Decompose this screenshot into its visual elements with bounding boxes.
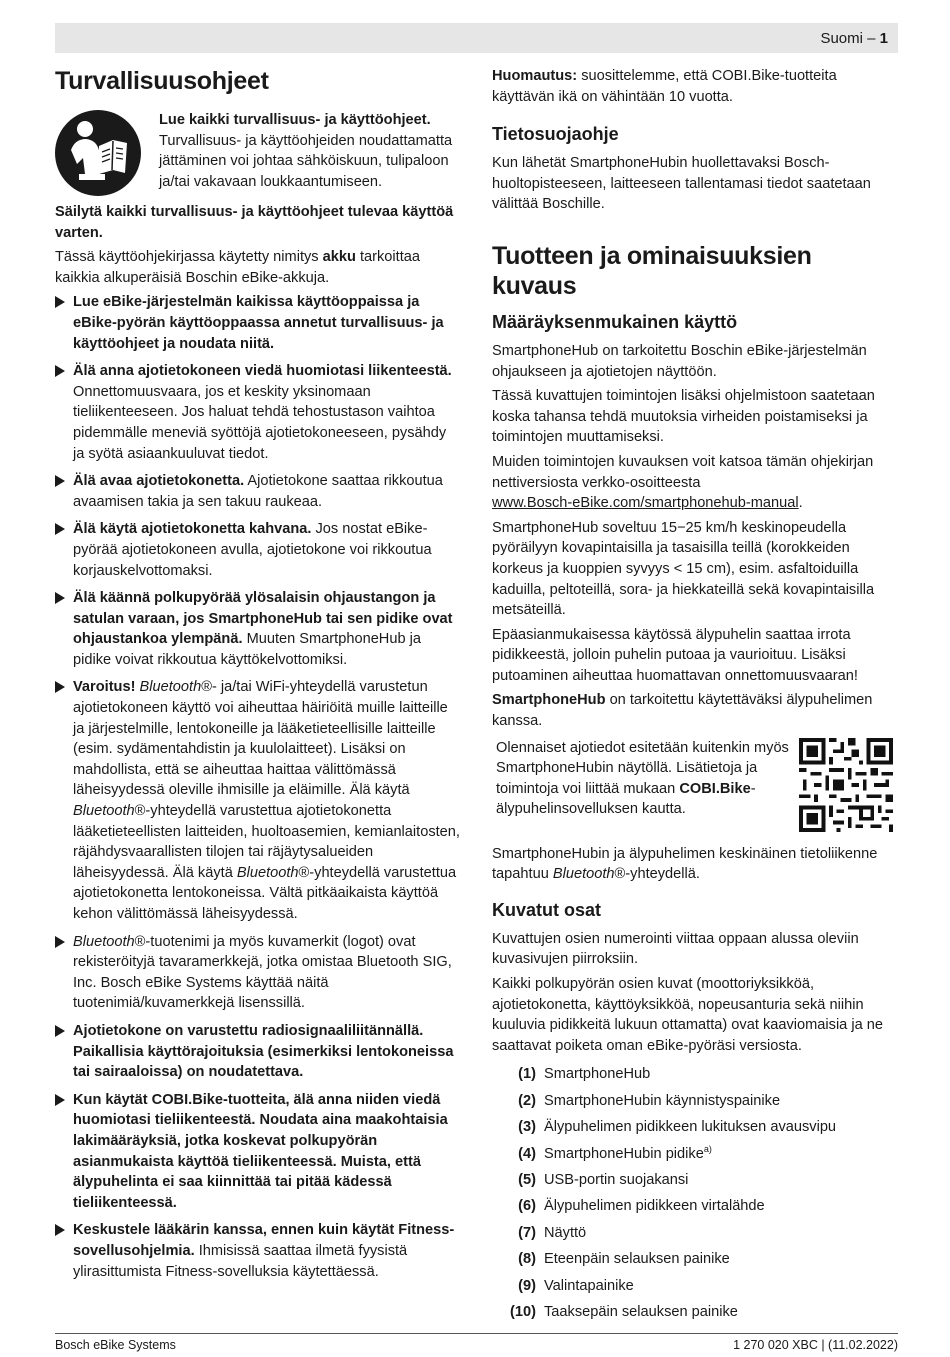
part-label: Taaksepäin selauksen painike	[544, 1303, 738, 1320]
safety-title: Turvallisuusohjeet	[55, 67, 269, 95]
bullet-triangle-icon	[55, 296, 65, 308]
safety-bullet-9: Kun käytät COBI.Bike-tuotteita, älä anna niiden viedä huomiotasi tieliikenteestä. Noudata aina maakohtaisia lakimääräyksiä, jotka koskevat polkupyörän asianmukaista käyttöä tieliikenteessä. Muista, että älypuhelinta ei saa kiinnittää tai pitää kädessä tieliikenteessä.	[55, 1090, 460, 1214]
part-label: Valintapainike	[544, 1277, 634, 1294]
parts-heading: Kuvatut osat	[492, 899, 602, 920]
parts-list-item	[492, 1170, 897, 1196]
intro-bold: Lue kaikki turvallisuus- ja käyttöohjeet.	[159, 112, 431, 128]
part-label: SmartphoneHub	[544, 1066, 651, 1083]
part-number: (10)	[510, 1303, 536, 1320]
parts-list-item	[492, 1249, 897, 1275]
page-number: 1	[879, 30, 888, 47]
part-label: Älypuhelimen pidikkeen virtalähde	[544, 1198, 765, 1215]
parts-list-item	[492, 1276, 897, 1302]
part-number: (9)	[518, 1277, 536, 1294]
bullet-triangle-icon	[55, 523, 65, 535]
safety-bullet-4: Älä käytä ajotietokonetta kahvana. Jos nostat eBike-pyörää ajotietokoneen avulla, ajotietokone voi rikkoutua korjauskelvottomaksi.	[55, 519, 460, 581]
part-number: (5)	[518, 1171, 536, 1188]
intro-text: Turvallisuus- ja käyttöohjeiden noudattamatta jättäminen voi johtaa sähköiskuun, tulipaloon ja/tai vakavaan loukkaantumiseen.	[159, 132, 453, 190]
header-language: Suomi –	[820, 30, 876, 47]
page-header-bar	[55, 23, 898, 53]
age-note: Huomautus: suosittelemme, että COBI.Bike-tuotteita käyttävän ikä on vähintään 10 vuotta.	[492, 68, 837, 105]
use-paragraph-6: SmartphoneHub on tarkoitettu käytettäväksi älypuhelimen kanssa.	[492, 692, 873, 730]
use-paragraph-5: Epäasianmukaisessa käytössä älypuhelin saattaa irrota pidikkeestä, jolloin puhelin putoaa ja vaurioituu. Lisäksi putoaminen aiheuttaa huomattavan onnettomuusvaaran!	[492, 626, 858, 684]
footer-divider	[55, 1333, 898, 1334]
part-label: USB-portin suojakansi	[544, 1171, 689, 1188]
safety-bullet-5: Älä käännä polkupyörää ylösalaisin ohjaustangon ja satulan varaan, jos SmartphoneHub tai sen pidike ovat ohjaustankoa ylempänä. Muuten SmartphoneHub ja pidike voivat rikkoutua käyttökelvottomiksi.	[55, 588, 460, 670]
safety-bullet-7: Bluetooth®-tuotenimi ja myös kuvamerkit (logot) ovat rekisteröityjä tavaramerkkejä, jotka omistaa Bluetooth SIG, Inc. Bosch eBike Systems käyttää näitä tuotenimiä/kuvamerkkejä lisenssillä.	[55, 932, 460, 1014]
part-label: Eteenpäin selauksen painike	[544, 1251, 730, 1268]
parts-list-item	[492, 1144, 897, 1170]
footer-company: Bosch eBike Systems	[55, 1338, 176, 1352]
safety-bullet-3: Älä avaa ajotietokonetta. Ajotietokone saattaa rikkoutua avaamisen takia ja sen takuu raukeaa.	[55, 471, 460, 512]
page-header	[820, 30, 888, 47]
bullet-triangle-icon	[55, 1025, 65, 1037]
safety-bullet-6: Varoitus! Bluetooth®- ja/tai WiFi-yhteydellä varustetun ajotietokoneen käyttö voi aiheuttaa häiriöitä muille laitteille ja järjestelmille, lentokoneille ja lääketieteellisille laitteille (esim. sydämentahdistin ja kuulolaitteet). Lisäksi on mahdollista, että se aiheuttaa haittaa välittömässä läheisyydessä oleville ihmisille ja eläimille. Älä käytä Bluetooth®-yhteydellä varustettua ajotietokonetta lääketieteellisten laitteiden, huoltoasemien, kemianlaitosten, räjähdysvaarallisten tilojen tai räjäytysalueiden läheisyydessä. Älä käytä Bluetooth®-yhteydellä varustettua ajotietokonetta lentokoneissa. Vältä pitkäaikaista käyttöä kehon välittömässä läheisyydessä.	[55, 677, 460, 924]
bullet-triangle-icon	[55, 1094, 65, 1106]
bullet-triangle-icon	[55, 681, 65, 693]
parts-list-item	[492, 1091, 897, 1117]
part-label: SmartphoneHubin käynnistyspainike	[544, 1092, 781, 1109]
parts-list-item	[492, 1064, 897, 1090]
part-number: (6)	[518, 1198, 536, 1215]
use-paragraph-2: Tässä kuvattujen toimintojen lisäksi ohjelmistoon saatetaan koska tahansa tehdä muutoksia virheiden poistamiseksi ja toimintojen muuttamiseksi.	[492, 388, 875, 446]
safety-bullet-8: Ajotietokone on varustettu radiosignaaliliitännällä. Paikallisia käyttörajoituksia (esimerkiksi lentokoneissa tai sairaaloissa) on noudatettava.	[55, 1021, 460, 1083]
use-paragraph-1: SmartphoneHub on tarkoitettu Boschin eBike-järjestelmän ohjaukseen ja ajotietojen näyttöön.	[492, 342, 867, 380]
use-paragraph-4: SmartphoneHub soveltuu 15−25 km/h keskinopeudella pyöräilyyn kovapintaisilla ja tasaisilla teillä (korokkeiden korkeus ja kuoppien syvyys < 15 cm), esim. asfaltoiduilla kaduilla, peltoteillä, sora- ja hiekkateillä sekä kovapintaisilla metsäteillä.	[492, 519, 875, 619]
parts-list-item	[492, 1117, 897, 1143]
cobi-qr-block	[492, 738, 897, 834]
part-number: (4)	[518, 1145, 536, 1162]
safety-bullet-10: Keskustele lääkärin kanssa, ennen kuin käytät Fitness-sovellusohjelmia. Ihmisissä saattaa ilmetä fyysistä ylirasittumista Fitness-sovelluksia käytettäessä.	[55, 1220, 460, 1282]
parts-paragraph-2: Kaikki polkupyörän osien kuvat (moottoriyksikköä, ajotietokonetta, käyttöyksikköä, nopeusanturia sekä niihin kuuluvia pidikkeitä lukuun ottamatta) ovat kaaviomaisia ja ne saattavat poiketa oman eBike-pyöräsi versiosta.	[492, 976, 884, 1054]
privacy-text: Kun lähetät SmartphoneHubin huollettavaksi Bosch-huoltopisteeseen, laitteeseen tallentamasi tiedot saatetaan välittää Boschille.	[492, 155, 871, 213]
bullet-triangle-icon	[55, 365, 65, 377]
akku-paragraph: Tässä käyttöohjekirjassa käytetty nimitys akku tarkoittaa kaikkia alkuperäisiä Boschin eBike-akkuja.	[55, 249, 421, 286]
communication-text: SmartphoneHubin ja älypuhelimen keskinäinen tietoliikenne tapahtuu Bluetooth®-yhteydellä.	[492, 845, 878, 883]
part-number: (3)	[518, 1119, 536, 1136]
section-title: Tuotteen ja ominaisuuksien kuvaus	[492, 241, 812, 300]
bullet-triangle-icon	[55, 936, 65, 948]
parts-list-item	[492, 1196, 897, 1222]
privacy-heading: Tietosuojaohje	[492, 124, 619, 145]
safety-bullet-2: Älä anna ajotietokoneen viedä huomiotasi liikenteestä. Onnettomuusvaara, jos et keskity yksinomaan tieliikenteeseen. Jos haluat tehdä tehostustason vaihtoa pidemmälle meneviä syöttöjä ajotietokoneeseen, pysähdy ja syötä asiaankuuluvat tiedot.	[55, 361, 460, 464]
part-footnote-marker: a)	[703, 1143, 712, 1154]
footer-doc-number: 1 270 020 XBC | (11.02.2022)	[733, 1338, 898, 1352]
qr-description: Olennaiset ajotiedot esitetään kuitenkin myös SmartphoneHubin näytöllä. Lisätietoja ja toimintoja voi liittää mukaan COBI.Bike-älypuhelinsovelluksen kautta.	[496, 739, 789, 818]
part-number: (2)	[518, 1092, 536, 1109]
bullet-triangle-icon	[55, 475, 65, 487]
left-column	[55, 66, 460, 1289]
parts-list-item	[492, 1223, 897, 1249]
manual-link[interactable]: www.Bosch-eBike.com/smartphonehub-manual	[492, 495, 799, 512]
part-label: Älypuhelimen pidikkeen lukituksen avausvipu	[544, 1119, 837, 1136]
part-number: (1)	[518, 1066, 536, 1083]
safety-intro	[55, 110, 460, 196]
qr-code-icon[interactable]	[799, 738, 893, 832]
read-manual-icon	[55, 110, 141, 196]
keep-instructions: Säilytä kaikki turvallisuus- ja käyttöohjeet tulevaa käyttöä varten.	[55, 204, 454, 241]
intended-use-heading: Määräyksenmukainen käyttö	[492, 311, 738, 332]
part-label: Näyttö	[544, 1224, 587, 1241]
part-number: (8)	[518, 1251, 536, 1268]
part-label: SmartphoneHubin pidike	[544, 1145, 704, 1162]
parts-list	[492, 1064, 897, 1328]
part-number: (7)	[518, 1224, 536, 1241]
bullet-triangle-icon	[55, 592, 65, 604]
use-paragraph-3: Muiden toimintojen kuvauksen voit katsoa tämän ohjekirjan nettiversiosta verkko-osoitteesta www.Bosch-eBike.com/smartphonehub-manual.	[492, 453, 874, 512]
parts-paragraph-1: Kuvattujen osien numerointi viittaa oppaan alussa oleviin kuvasivujen piirroksiin.	[492, 930, 859, 968]
right-column	[492, 66, 897, 1328]
parts-list-item	[492, 1302, 897, 1328]
safety-bullet-1: Lue eBike-järjestelmän kaikissa käyttöoppaissa ja eBike-pyörän käyttöoppaassa annetut turvallisuus- ja käyttöohjeet ja noudata niitä.	[55, 292, 460, 354]
bullet-triangle-icon	[55, 1224, 65, 1236]
